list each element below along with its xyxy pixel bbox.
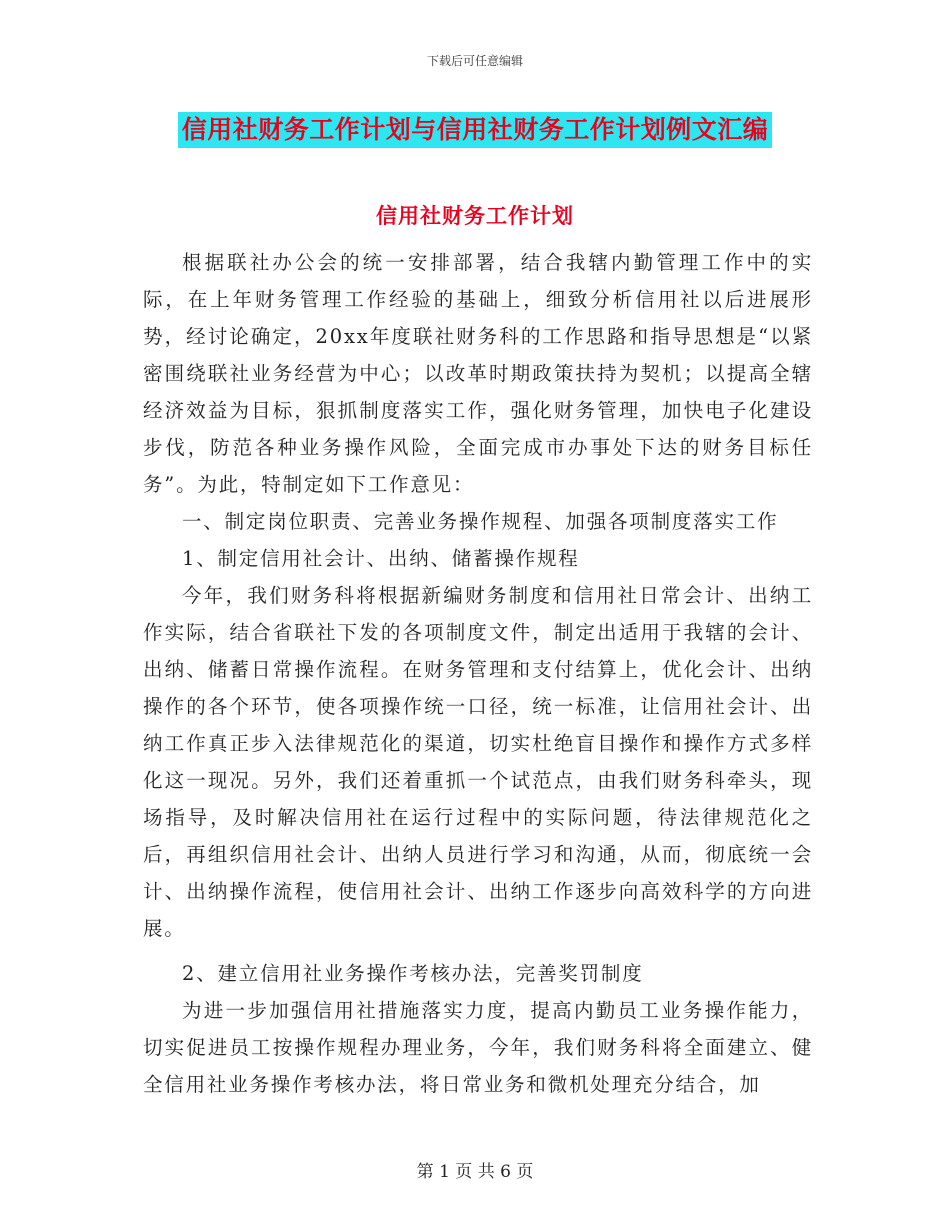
document-body: [143, 244, 813, 1103]
main-title: 信用社财务工作计划与信用社财务工作计划例文汇编: [178, 112, 773, 148]
section-title: 信用社财务工作计划: [376, 203, 574, 228]
page-header-note: 下载后可任意编辑: [426, 54, 523, 68]
heading-item-one: 1、制定信用社会计、出纳、储蓄操作规程: [182, 547, 580, 570]
paragraph-item-two: 为进一步加强信用社措施落实力度，提高内勤员工业务操作能力，切实促进员工按操作规程办理业务，今年，我们财务科将全面建立、健全信用社业务操作考核办法，将日常业务和微机处理充分结合，加: [143, 999, 813, 1096]
paragraph-item-one: 今年，我们财务科将根据新编财务制度和信用社日常会计、出纳工作实际，结合省联社下发的各项制度文件，制定出适用于我辖的会计、出纳、储蓄日常操作流程。在财务管理和支付结算上，优化会计、出纳操作的各个环节，使各项操作统一口径，统一标准，让信用社会计、出纳工作真正步入法律规范化的渠道，切实杜绝盲目操作和操作方式多样化这一现况。另外，我们还着重抓一个试范点，由我们财务科牵头，现场指导，及时解决信用社在运行过程中的实际问题，待法律规范化之后，再组织信用社会计、出纳人员进行学习和沟通，从而，彻底统一会计、出纳操作流程，使信用社会计、出纳工作逐步向高效科学的方向进展。: [143, 584, 813, 940]
heading-section-one: 一、制定岗位职责、完善业务操作规程、加强各项制度落实工作: [182, 510, 779, 533]
page-footer: 第 1 页 共 6 页: [416, 1162, 534, 1182]
paragraph-intro: 根据联社办公会的统一安排部署，结合我辖内勤管理工作中的实际，在上年财务管理工作经验的基础上，细致分析信用社以后进展形势，经讨论确定，20xx年度联社财务科的工作思路和指导思想是“以紧密围绕联社业务经营为中心；以改革时期政策扶持为契机；以提高全辖经济效益为目标，狠抓制度落实工作，强化财务管理，加快电子化建设步伐，防范各种业务操作风险，全面完成市办事处下达的财务目标任务”。为此，特制定如下工作意见：: [143, 251, 813, 496]
main-title-wrap: [0, 112, 950, 148]
heading-item-two: 2、建立信用社业务操作考核办法，完善奖罚制度: [182, 962, 644, 985]
